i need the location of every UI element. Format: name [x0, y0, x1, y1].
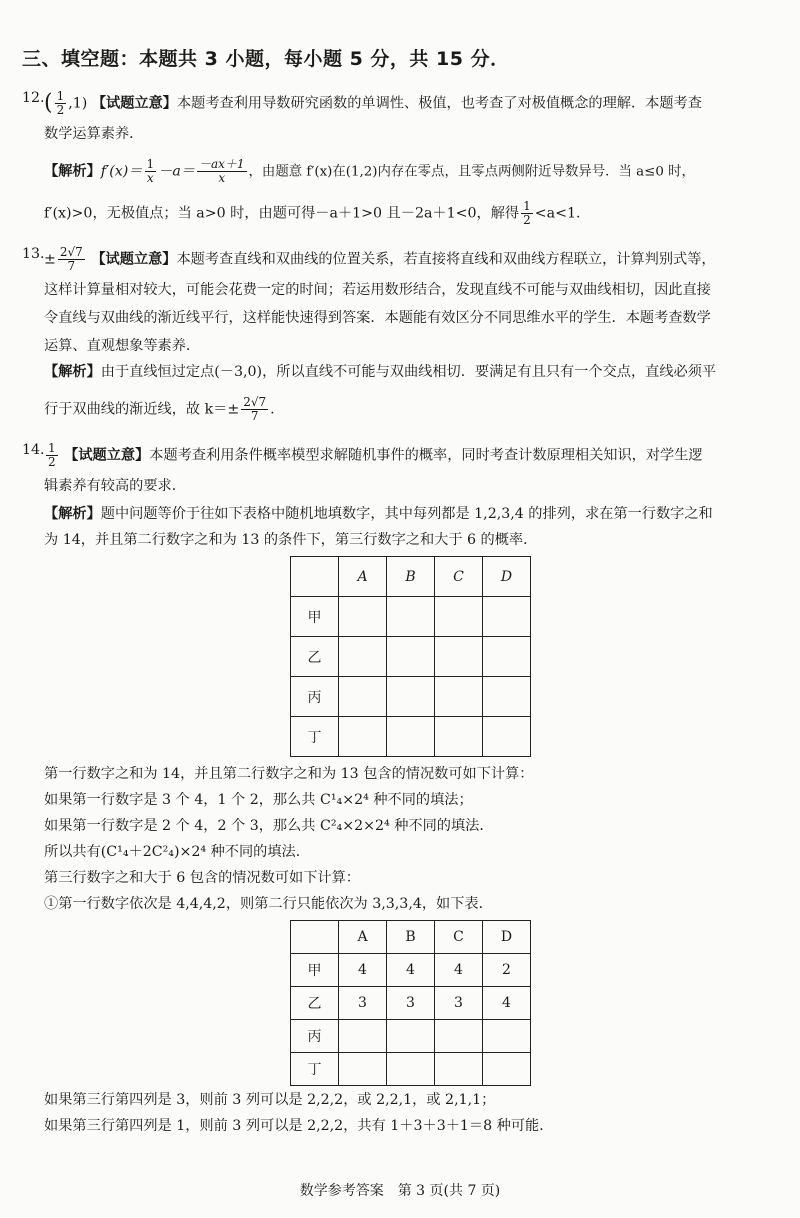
q12-analysis-tag: 【解析】	[44, 163, 101, 180]
row-header: 乙	[291, 637, 339, 677]
q14-b5: 第三行数字之和大于 6 包含的情况数可如下计算：	[44, 870, 360, 886]
col-header-d: D	[483, 921, 531, 954]
table-row	[291, 954, 531, 987]
col-header-a: A	[339, 921, 387, 954]
q13-a2-pre: 行于双曲线的渐近线，故 k＝±	[44, 401, 240, 418]
q12-a2-post: <a<1.	[534, 205, 581, 222]
q13-analysis-line-2	[44, 396, 780, 423]
q14-b2: 如果第一行数字是 3 个 4，1 个 2，那么共 C¹₄×2⁴ 种不同的填法；	[44, 792, 473, 808]
row-header: 丁	[291, 717, 339, 757]
table-row	[291, 637, 531, 677]
table-row	[291, 677, 531, 717]
q13-answer-num: 2√7	[59, 245, 83, 259]
q14-intent-line-1	[44, 442, 780, 469]
table-header-row	[291, 557, 531, 597]
table-cell: 2	[483, 954, 531, 987]
table-cell	[339, 1053, 387, 1086]
q12-answer-fraction	[55, 90, 67, 117]
q13-intent-line-1	[44, 246, 780, 273]
table-cell	[435, 1020, 483, 1053]
table-cell	[435, 1053, 483, 1086]
col-header-b: B	[387, 921, 435, 954]
q12-a2-num: 1	[523, 199, 531, 213]
filled-grid-table	[290, 920, 531, 1086]
q12-answer-open: (	[44, 90, 53, 116]
table-cell	[483, 597, 531, 637]
q12-intent-line-2: 数学运算素养．	[44, 126, 144, 142]
row-header: 甲	[291, 954, 339, 987]
table-cell	[387, 717, 435, 757]
q13-a2-post: .	[270, 401, 275, 418]
q13-a2-num: 2√7	[243, 395, 267, 409]
table-row	[291, 987, 531, 1020]
col-header-c: C	[435, 557, 483, 597]
table-cell: 3	[435, 987, 483, 1020]
q13-answer-pre: ±	[44, 251, 56, 268]
q14-analysis-line-1	[44, 504, 780, 524]
table-header-row	[291, 921, 531, 954]
q13-intent-line-4: 运算、直观想象等素养．	[44, 338, 201, 354]
q14-answer-fraction	[46, 442, 58, 469]
col-header-a: A	[339, 557, 387, 597]
q14-b6: ①第一行数字依次是 4,4,4,2，则第二行只能依次为 3,3,3,4，如下表．	[44, 896, 493, 912]
q12-a1-pre: f′(x)＝	[100, 163, 143, 180]
q13-intent-text-1: 本题考查直线和双曲线的位置关系，若直接将直线和双曲线方程联立，计算判别式等，	[176, 251, 716, 268]
table-cell	[387, 677, 435, 717]
table-cell	[435, 717, 483, 757]
table-cell	[435, 597, 483, 637]
table-row	[291, 1053, 531, 1086]
table-cell: 3	[387, 987, 435, 1020]
q13-a2-frac	[241, 396, 268, 423]
table-cell: 4	[435, 954, 483, 987]
q13-answer-fraction	[58, 246, 85, 273]
q12-a2-pre: f′(x)>0，无极值点；当 a>0 时，由题可得－a＋1>0 且－2a＋1<0，解得	[44, 205, 520, 222]
q12-a1-f2-den: x	[218, 171, 226, 185]
table-row	[291, 597, 531, 637]
q12-a2-den: 2	[523, 213, 531, 227]
q12-answer-num: 1	[56, 89, 65, 103]
table-corner-cell	[291, 557, 339, 597]
q12-analysis-line-2	[44, 200, 780, 227]
table-row	[291, 717, 531, 757]
q12-a1-f1-num: 1	[146, 157, 155, 171]
row-header: 丙	[291, 1020, 339, 1053]
table-cell	[339, 1020, 387, 1053]
table-cell: 4	[339, 954, 387, 987]
q13-answer-den: 7	[67, 259, 76, 273]
q12-a2-frac	[521, 200, 533, 227]
q12-a1-post: ，由题意 f′(x)在(1,2)内存在零点，且零点两侧附近导数异号．当 a≤0 时，	[248, 164, 695, 180]
q14-a1: 题中问题等价于往如下表格中随机地填数字，其中每列都是 1,2,3,4 的排列，求在第一行数字之和	[100, 506, 713, 522]
q13-a2-den: 7	[250, 409, 259, 423]
q13-analysis-tag: 【解析】	[44, 364, 101, 380]
table-cell	[339, 637, 387, 677]
q13-intent-line-2: 这样计算量相对较大，可能会花费一定的时间；若运用数形结合，发现直线不可能与双曲线相切，因此直接	[44, 282, 711, 298]
q12-a1-frac-1	[145, 158, 157, 185]
table-corner-cell	[291, 921, 339, 954]
row-header: 丁	[291, 1053, 339, 1086]
q12-intent-line-1	[44, 90, 780, 117]
table-cell	[435, 637, 483, 677]
col-header-b: B	[387, 557, 435, 597]
table-cell: 3	[339, 987, 387, 1020]
table-cell	[483, 677, 531, 717]
q14-b3: 如果第一行数字是 2 个 4，2 个 3，那么共 C²₄×2×2⁴ 种不同的填法．	[44, 818, 494, 834]
q12-a1-mid: －a＝	[158, 163, 195, 180]
table-cell	[387, 1053, 435, 1086]
col-header-c: C	[435, 921, 483, 954]
page-footer: 数学参考答案 第 3 页(共 7 页)	[299, 1183, 501, 1199]
q14-c1: 如果第三行第四列是 3，则前 3 列可以是 2,2,2，或 2,2,1，或 2,1,1；	[44, 1092, 496, 1108]
table-cell: 4	[483, 987, 531, 1020]
q13-number: 13.	[22, 246, 45, 262]
q14-c2: 如果第三行第四列是 1，则前 3 列可以是 2,2,2，共有 1＋3＋3＋1＝8 种可能．	[44, 1118, 554, 1134]
q12-number: 12.	[22, 90, 45, 106]
row-header: 乙	[291, 987, 339, 1020]
row-header: 丙	[291, 677, 339, 717]
q14-intent-text-1: 本题考查利用条件概率模型求解随机事件的概率，同时考查计数原理相关知识，对学生逻	[149, 447, 703, 464]
table-cell	[339, 677, 387, 717]
q14-answer-num: 1	[48, 441, 56, 455]
empty-grid-table	[290, 556, 531, 757]
table-cell	[387, 1020, 435, 1053]
q12-a1-frac-2	[197, 158, 247, 185]
table-cell	[339, 717, 387, 757]
q13-intent-line-3: 令直线与双曲线的渐近线平行，这样能快速得到答案．本题能有效区分不同思维水平的学生．本题考查数学	[44, 310, 711, 326]
q14-b4: 所以共有(C¹₄＋2C²₄)×2⁴ 种不同的填法．	[44, 844, 310, 860]
table-cell	[483, 1053, 531, 1086]
q12-answer-rest: ,1)	[68, 95, 88, 112]
q13-analysis-line-1	[44, 362, 780, 382]
q13-a1: 由于直线恒过定点(－3,0)，所以直线不可能与双曲线相切．要满足有且只有一个交点，直线必须平	[100, 364, 717, 380]
table-cell	[483, 637, 531, 677]
table-cell	[387, 597, 435, 637]
q13-intent-tag: 【试题立意】	[91, 251, 177, 268]
q14-analysis-line-2: 为 14，并且第二行数字之和为 13 的条件下，第三行数字之和大于 6 的概率．	[44, 532, 538, 548]
q12-a1-f2-num: －ax＋1	[198, 157, 245, 171]
q14-intent-line-2: 辑素养有较高的要求．	[44, 478, 186, 494]
table-cell	[435, 677, 483, 717]
q14-analysis-tag: 【解析】	[44, 506, 101, 522]
table-cell	[387, 637, 435, 677]
section-title: 三、填空题：本题共 3 小题，每小题 5 分，共 15 分．	[22, 48, 510, 70]
q12-answer-den: 2	[56, 103, 65, 117]
table-row	[291, 1020, 531, 1053]
col-header-d: D	[483, 557, 531, 597]
q14-intent-tag: 【试题立意】	[64, 447, 150, 464]
q14-b1: 第一行数字之和为 14，并且第二行数字之和为 13 包含的情况数可如下计算：	[44, 766, 534, 782]
q12-intent-text-1: 本题考查利用导数研究函数的单调性、极值，也考查了对极值概念的理解．本题考查	[176, 95, 702, 112]
q12-intent-tag: 【试题立意】	[91, 95, 177, 112]
table-cell	[339, 597, 387, 637]
q14-answer-den: 2	[48, 455, 56, 469]
table-cell	[483, 717, 531, 757]
q14-number: 14.	[22, 442, 45, 458]
row-header: 甲	[291, 597, 339, 637]
q12-analysis-line-1	[44, 158, 780, 185]
table-cell	[483, 1020, 531, 1053]
table-cell: 4	[387, 954, 435, 987]
q12-a1-f1-den: x	[146, 171, 154, 185]
